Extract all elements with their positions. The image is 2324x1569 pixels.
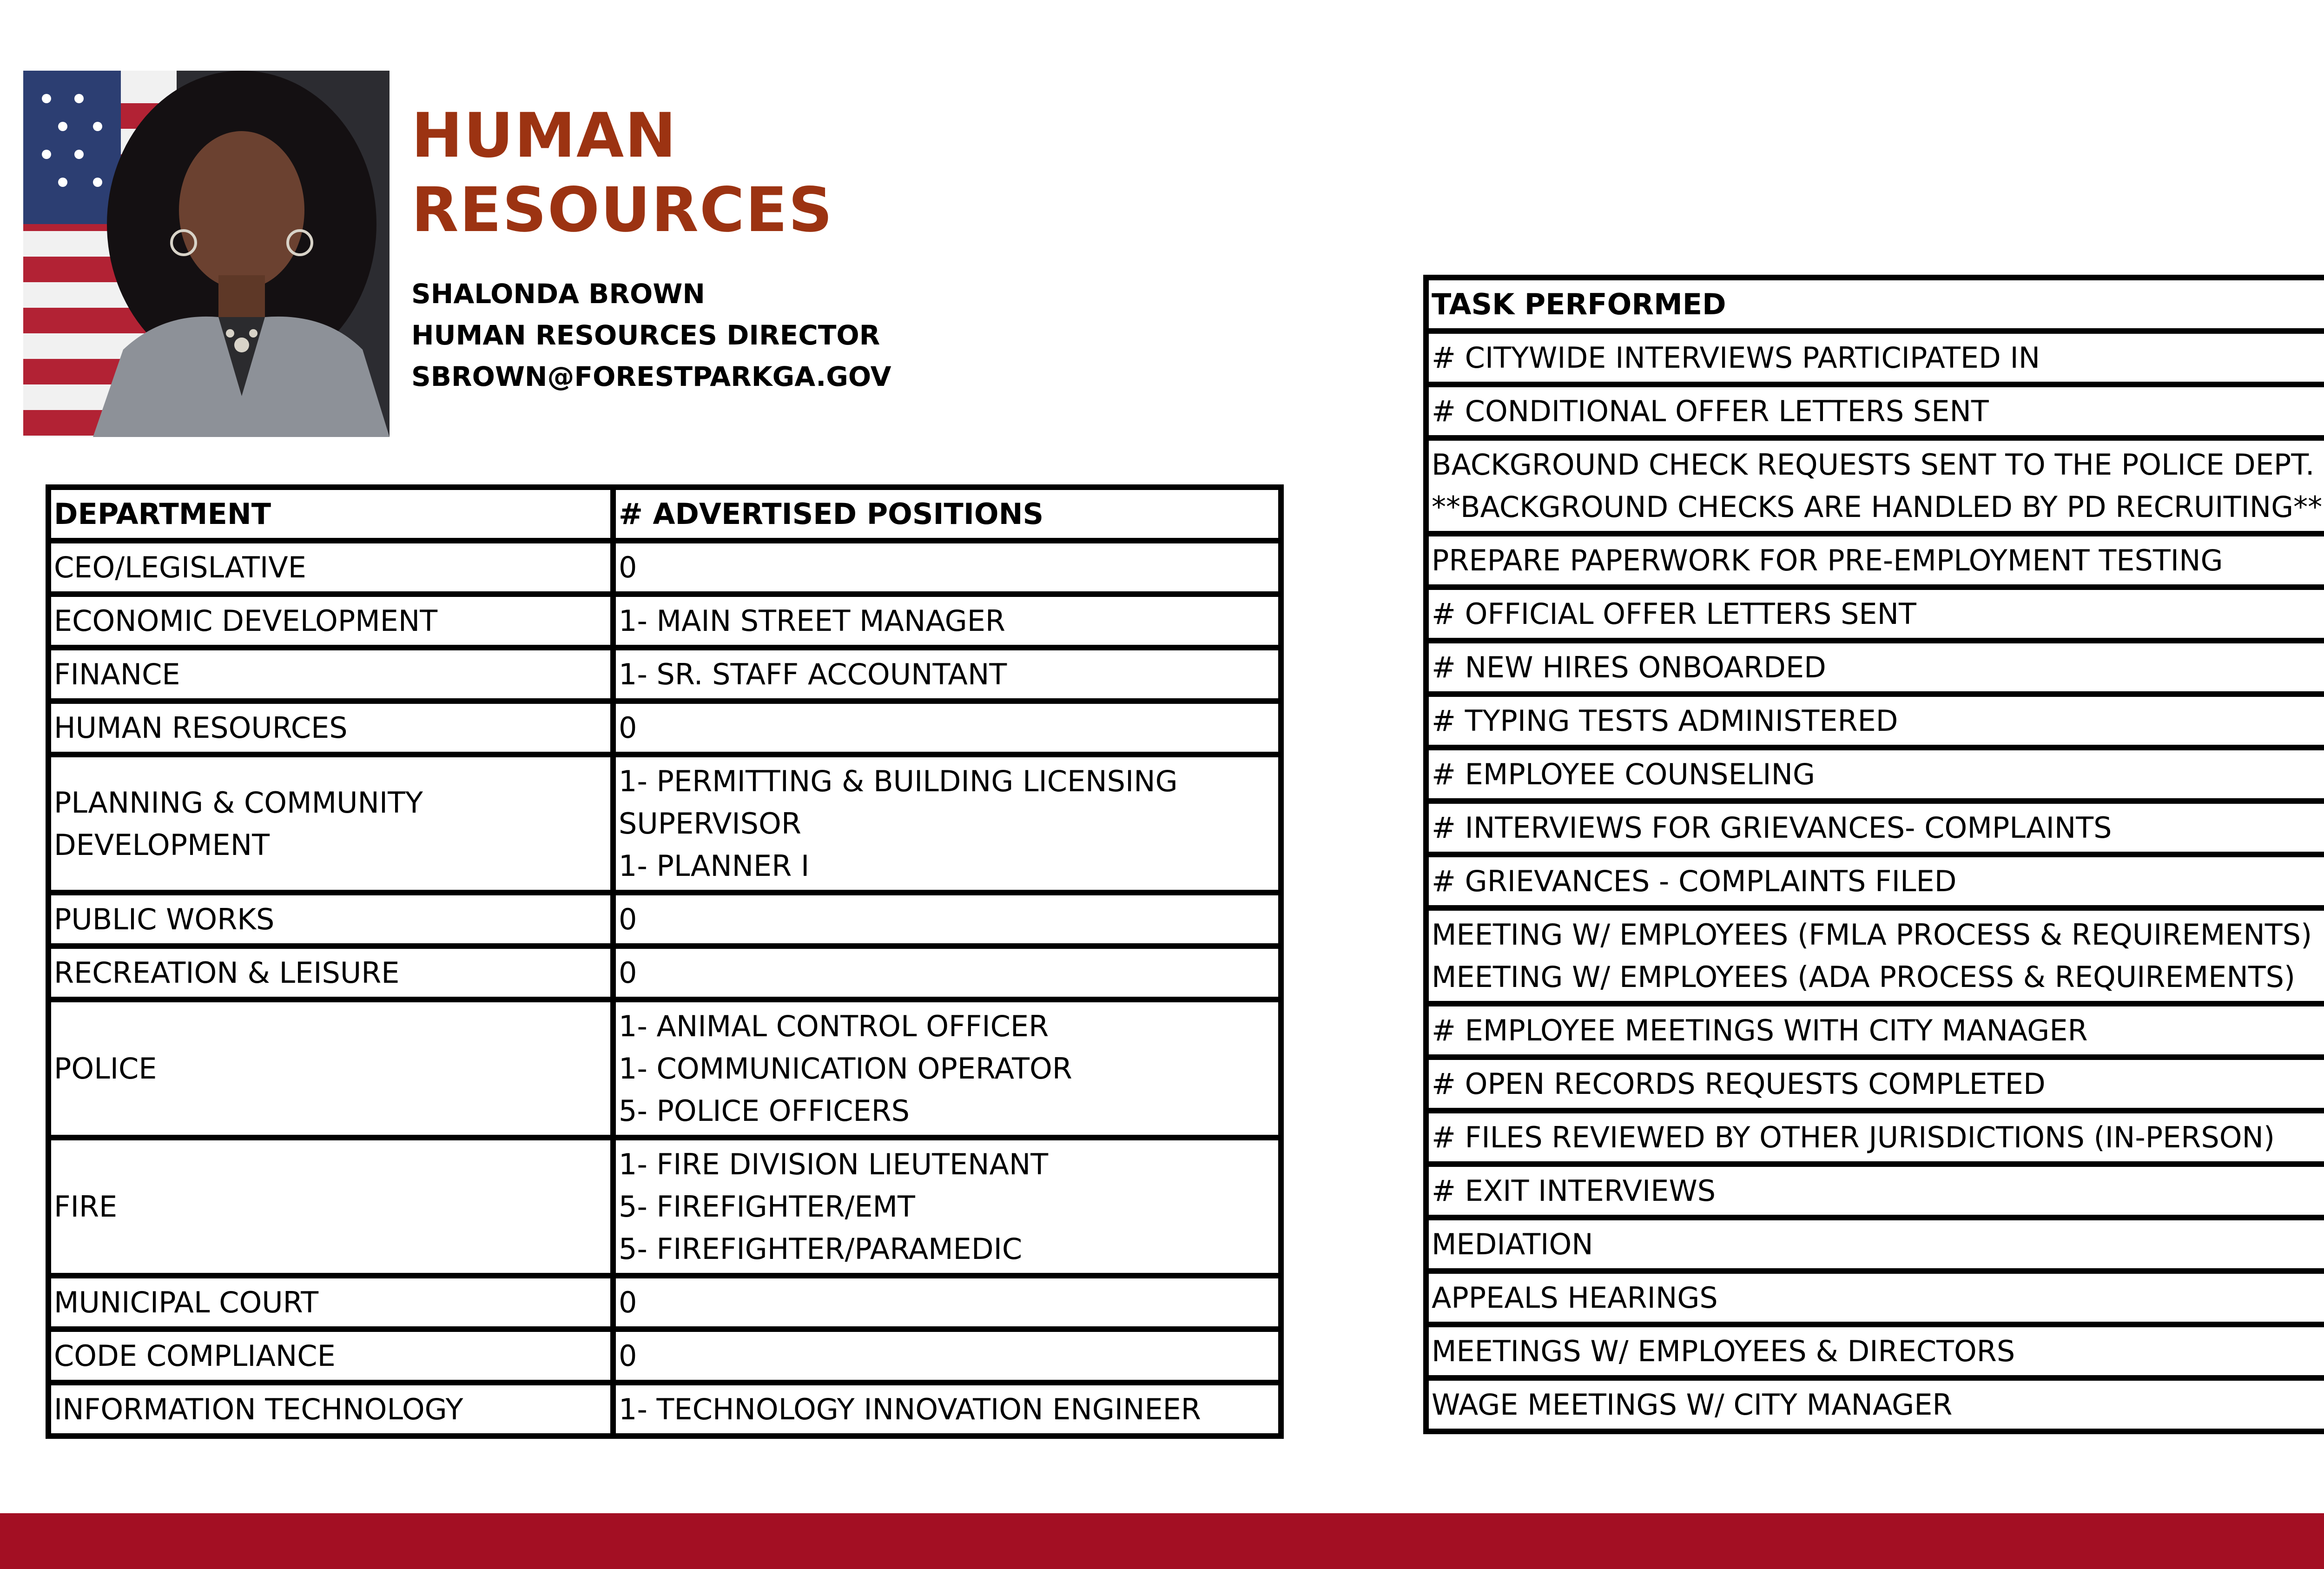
task-cell	[1426, 1057, 2324, 1111]
table-row	[1426, 1111, 2324, 1164]
task-cell-line: # CITYWIDE INTERVIEWS PARTICIPATED IN	[1432, 341, 2040, 375]
page-title	[411, 99, 833, 247]
positions-cell-line: 0	[619, 711, 637, 745]
tasks-performed-table	[1423, 275, 2324, 1434]
task-cell	[1426, 641, 2324, 694]
task-cell	[1426, 384, 2324, 438]
positions-cell-line: 0	[619, 902, 637, 936]
task-cell-line: PREPARE PAPERWORK FOR PRE-EMPLOYMENT TESTING	[1432, 543, 2223, 577]
positions-cell-line: 5- POLICE OFFICERS	[619, 1094, 910, 1128]
positions-cell	[613, 1138, 1281, 1276]
table-row	[1426, 534, 2324, 587]
department-cell-line: FINANCE	[54, 657, 180, 691]
department-cell	[48, 893, 613, 946]
task-cell	[1426, 438, 2324, 534]
task-cell-line: # OFFICIAL OFFER LETTERS SENT	[1432, 597, 1916, 631]
table-row	[1426, 1057, 2324, 1111]
department-cell	[48, 755, 613, 893]
table-row	[1426, 748, 2324, 801]
table-row	[48, 1138, 1281, 1276]
table-row	[1426, 438, 2324, 534]
task-cell-line: MEDIATION	[1432, 1227, 1593, 1261]
task-cell-line: # EXIT INTERVIEWS	[1432, 1174, 1716, 1208]
department-cell-line: RECREATION & LEISURE	[54, 956, 400, 990]
positions-cell-line: 1- ANIMAL CONTROL OFFICER	[619, 1009, 1049, 1043]
task-cell	[1426, 534, 2324, 587]
task-cell-line: WAGE MEETINGS W/ CITY MANAGER	[1432, 1388, 1953, 1422]
department-cell-line: ECONOMIC DEVELOPMENT	[54, 604, 438, 638]
table-row	[48, 1329, 1281, 1383]
task-cell	[1426, 1324, 2324, 1378]
positions-cell-line: 1- PLANNER I	[619, 849, 810, 883]
positions-cell-line: 0	[619, 1339, 637, 1373]
department-cell-line: POLICE	[54, 1052, 157, 1086]
column-header-advertised-positions: # ADVERTISED POSITIONS	[613, 487, 1281, 541]
task-cell	[1426, 1218, 2324, 1271]
director-email: SBROWN@FORESTPARKGA.GOV	[411, 361, 891, 392]
task-cell-line: APPEALS HEARINGS	[1432, 1281, 1718, 1315]
task-cell-line: MEETING W/ EMPLOYEES (FMLA PROCESS & REQUIREMENTS)	[1432, 918, 2312, 952]
positions-cell	[613, 1329, 1281, 1383]
table-row	[48, 648, 1281, 701]
task-cell	[1426, 1111, 2324, 1164]
table-row	[1426, 1378, 2324, 1431]
table-row	[48, 594, 1281, 648]
table-row	[1426, 1324, 2324, 1378]
footer-bar	[0, 1513, 2324, 1569]
task-cell	[1426, 854, 2324, 908]
task-cell	[1426, 748, 2324, 801]
task-cell	[1426, 1378, 2324, 1431]
task-cell-line: MEETING W/ EMPLOYEES (ADA PROCESS & REQUIREMENTS)	[1432, 960, 2296, 994]
column-header-task-performed: TASK PERFORMED	[1426, 278, 2324, 331]
table-row	[48, 755, 1281, 893]
table-row	[1426, 1218, 2324, 1271]
positions-cell-line: SUPERVISOR	[619, 807, 801, 841]
task-cell	[1426, 694, 2324, 748]
table-row	[48, 1383, 1281, 1436]
director-title: HUMAN RESOURCES DIRECTOR	[411, 319, 880, 351]
department-cell-line: DEVELOPMENT	[54, 828, 270, 862]
table-row	[1426, 384, 2324, 438]
task-cell	[1426, 587, 2324, 641]
task-cell-line: # FILES REVIEWED BY OTHER JURISDICTIONS (IN-PERSON)	[1432, 1120, 2275, 1154]
table-row	[1426, 1271, 2324, 1324]
positions-cell-line: 0	[619, 1285, 637, 1319]
task-cell-line: # TYPING TESTS ADMINISTERED	[1432, 704, 1898, 738]
positions-cell	[613, 541, 1281, 594]
task-cell-line: BACKGROUND CHECK REQUESTS SENT TO THE POLICE DEPT.	[1432, 448, 2315, 482]
department-cell	[48, 594, 613, 648]
positions-cell	[613, 946, 1281, 1000]
positions-cell	[613, 701, 1281, 755]
task-cell-line: # CONDITIONAL OFFER LETTERS SENT	[1432, 394, 1989, 428]
table-row	[48, 1276, 1281, 1329]
table-row	[48, 946, 1281, 1000]
task-cell-line: # GRIEVANCES - COMPLAINTS FILED	[1432, 864, 1957, 898]
table-row	[1426, 908, 2324, 1004]
positions-cell-line: 1- COMMUNICATION OPERATOR	[619, 1052, 1072, 1086]
department-cell	[48, 1000, 613, 1138]
department-cell-line: MUNICIPAL COURT	[54, 1285, 319, 1319]
department-cell	[48, 946, 613, 1000]
task-cell-line: # EMPLOYEE COUNSELING	[1432, 757, 1816, 791]
positions-cell-line: 5- FIREFIGHTER/EMT	[619, 1190, 915, 1224]
positions-cell-line: 1- TECHNOLOGY INNOVATION ENGINEER	[619, 1392, 1201, 1426]
director-name: SHALONDA BROWN	[411, 278, 705, 310]
positions-cell	[613, 1000, 1281, 1138]
task-cell-line: # OPEN RECORDS REQUESTS COMPLETED	[1432, 1067, 2046, 1101]
task-cell	[1426, 908, 2324, 1004]
table-row	[1426, 641, 2324, 694]
department-cell	[48, 541, 613, 594]
table-row	[48, 541, 1281, 594]
department-cell-line: CEO/LEGISLATIVE	[54, 550, 306, 584]
positions-cell-line: 1- FIRE DIVISION LIEUTENANT	[619, 1147, 1049, 1181]
director-photo	[23, 71, 390, 437]
department-cell	[48, 1138, 613, 1276]
page-title-line-2: RESOURCES	[411, 174, 834, 246]
table-row	[1426, 1164, 2324, 1218]
positions-cell-line: 1- SR. STAFF ACCOUNTANT	[619, 657, 1007, 691]
task-cell-line: # INTERVIEWS FOR GRIEVANCES- COMPLAINTS	[1432, 811, 2112, 845]
positions-cell-line: 0	[619, 956, 637, 990]
table-row	[1426, 694, 2324, 748]
department-cell	[48, 648, 613, 701]
table-header-row	[48, 487, 1281, 541]
positions-cell-line: 5- FIREFIGHTER/PARAMEDIC	[619, 1232, 1023, 1266]
table-row	[1426, 331, 2324, 384]
table-row	[48, 1000, 1281, 1138]
table-row	[1426, 854, 2324, 908]
department-cell-line: PLANNING & COMMUNITY	[54, 785, 423, 820]
page-title-line-1: HUMAN	[411, 100, 677, 172]
department-cell-line: FIRE	[54, 1190, 118, 1224]
task-cell-line: # NEW HIRES ONBOARDED	[1432, 650, 1826, 684]
positions-cell-line: 1- PERMITTING & BUILDING LICENSING	[619, 764, 1178, 798]
table-row	[1426, 1004, 2324, 1057]
positions-cell-line: 0	[619, 550, 637, 584]
positions-cell	[613, 594, 1281, 648]
table-row	[1426, 801, 2324, 854]
director-contact	[411, 273, 891, 397]
positions-cell-line: 1- MAIN STREET MANAGER	[619, 604, 1005, 638]
department-cell-line: INFORMATION TECHNOLOGY	[54, 1392, 463, 1426]
department-cell-line: PUBLIC WORKS	[54, 902, 275, 936]
task-cell	[1426, 1004, 2324, 1057]
task-cell	[1426, 1271, 2324, 1324]
task-cell	[1426, 331, 2324, 384]
positions-cell	[613, 893, 1281, 946]
table-header-row	[1426, 278, 2324, 331]
department-cell	[48, 1383, 613, 1436]
department-cell-line: CODE COMPLIANCE	[54, 1339, 336, 1373]
task-cell-line: # EMPLOYEE MEETINGS WITH CITY MANAGER	[1432, 1013, 2088, 1047]
table-row	[1426, 587, 2324, 641]
positions-cell	[613, 755, 1281, 893]
table-row	[48, 701, 1281, 755]
positions-cell	[613, 648, 1281, 701]
advertised-positions-table	[46, 484, 1284, 1439]
positions-cell	[613, 1276, 1281, 1329]
department-cell	[48, 1329, 613, 1383]
task-cell	[1426, 1164, 2324, 1218]
table-row	[48, 893, 1281, 946]
department-cell-line: HUMAN RESOURCES	[54, 711, 348, 745]
positions-cell	[613, 1383, 1281, 1436]
task-cell-line: **BACKGROUND CHECKS ARE HANDLED BY PD RECRUITING**	[1432, 490, 2323, 524]
task-cell	[1426, 801, 2324, 854]
department-cell	[48, 701, 613, 755]
task-cell-line: MEETINGS W/ EMPLOYEES & DIRECTORS	[1432, 1334, 2015, 1368]
column-header-department: DEPARTMENT	[48, 487, 613, 541]
department-cell	[48, 1276, 613, 1329]
